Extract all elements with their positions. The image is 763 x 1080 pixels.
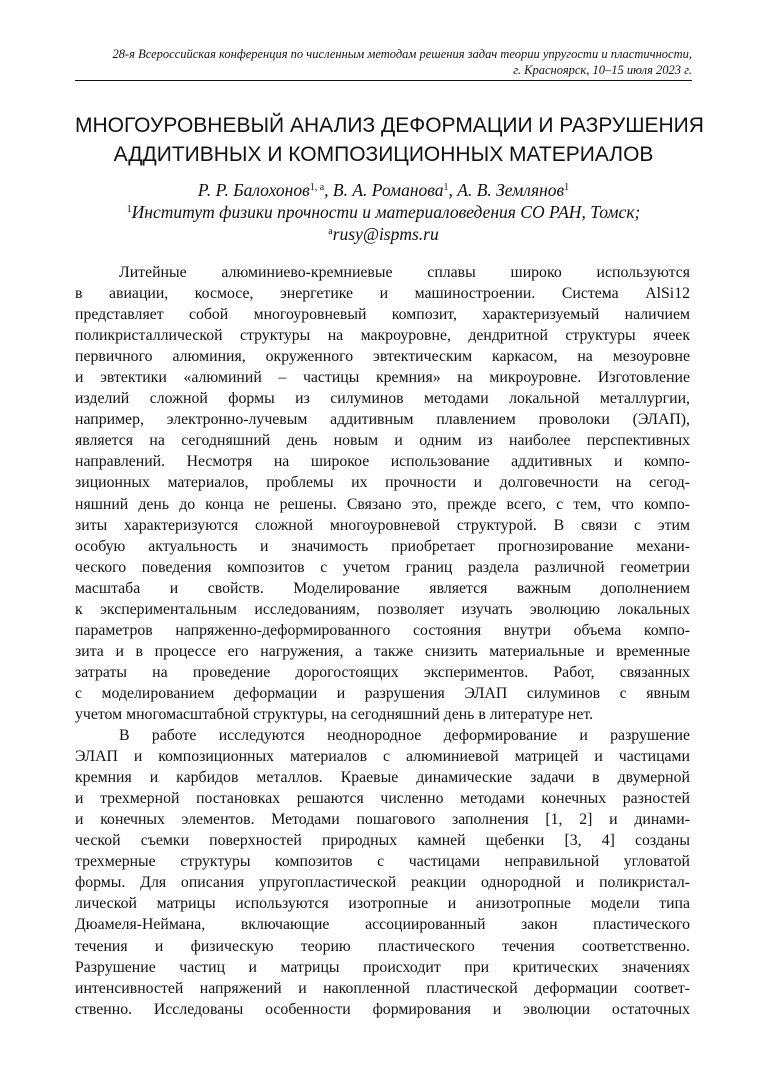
text-line: интенсивностей напряжений и накопленной пластической деформации соответ- bbox=[75, 979, 690, 997]
author-affiliation-mark: 1 bbox=[564, 182, 570, 193]
text-line: зиты характеризуются сложной многоуровневой структурой. В связи с этим bbox=[75, 516, 690, 534]
author-separator: , bbox=[324, 180, 333, 200]
author-list bbox=[75, 179, 692, 201]
author-name: Р. Р. Балохонов bbox=[197, 180, 310, 200]
text-line: ческого поведения композитов с учетом границ раздела различной геометрии bbox=[75, 558, 690, 576]
text-line: и конечных элементов. Методами пошагового заполнения [1, 2] и динами- bbox=[75, 811, 690, 829]
text-line: изделий сложной формы из силуминов методами локальной металлургии, bbox=[75, 390, 690, 408]
author-block bbox=[75, 179, 692, 245]
affiliation-mark: 1 bbox=[126, 204, 132, 215]
running-header-location: г. Красноярск, 10–15 июля 2023 г. bbox=[513, 63, 692, 77]
text-line: зита и в процессе его нагружения, а также снизить материальные и временные bbox=[75, 642, 690, 660]
text-line: особую актуальность и значимость приобретает прогнозирование механи- bbox=[75, 537, 690, 555]
text-line: представляет собой многоуровневый композит, характеризуемый наличием bbox=[75, 306, 690, 324]
text-line: в авиации, космосе, энергетике и машиностроении. Система AlSi12 bbox=[75, 285, 690, 303]
text-line: например, электронно-лучевым аддитивным плавлением проволоки (ЭЛАП), bbox=[75, 411, 690, 429]
text-line: и трехмерной постановках решаются численно методами конечных разностей bbox=[75, 790, 690, 808]
text-line: поликристаллической структуры на макроуровне, дендритной структуры ячеек bbox=[75, 327, 690, 345]
text-line: ЭЛАП и композиционных материалов с алюминиевой матрицей и частицами bbox=[75, 748, 690, 766]
text-line: направлений. Несмотря на широкое использование аддитивных и компо- bbox=[75, 453, 690, 471]
text-line: формы. Для описания упругопластической реакции однородной и поликристал- bbox=[75, 874, 690, 892]
paper-title-line: МНОГОУРОВНЕВЫЙ АНАЛИЗ ДЕФОРМАЦИИ И РАЗРУШЕНИЯ bbox=[75, 114, 704, 137]
text-line: няшний день до конца не решены. Связано это, прежде всего, с тем, что компо- bbox=[75, 495, 690, 513]
text-line: трехмерные структуры композитов с частицами неправильной угловатой bbox=[75, 853, 690, 871]
author-affiliation-mark: 1 bbox=[443, 182, 449, 193]
paper-title-line: АДДИТИВНЫХ И КОМПОЗИЦИОННЫХ МАТЕРИАЛОВ bbox=[113, 143, 654, 166]
author-affiliation-mark: 1, a bbox=[309, 182, 325, 193]
header-divider bbox=[75, 80, 692, 81]
text-line: В работе исследуются неоднородное деформирование и разрушение bbox=[119, 727, 690, 745]
text-line: учетом многомасштабной структуры, на сегодняшний день в литературе нет. bbox=[75, 705, 594, 723]
text-line: Литейные алюминиево-кремниевые сплавы широко используются bbox=[119, 264, 690, 281]
text-line: является на сегодняшний день новым и одним из наиболее перспективных bbox=[75, 432, 690, 450]
text-line: затраты на проведение дорогостоящих экспериментов. Работ, связанных bbox=[75, 663, 690, 681]
text-line: к экспериментальным исследованиям, позволяет изучать эволюцию локальных bbox=[75, 600, 690, 618]
text-line: ственно. Исследованы особенности формирования и эволюции остаточных bbox=[75, 1000, 690, 1018]
text-line: первичного алюминия, окруженного эвтектическим каркасом, на мезоуровне bbox=[75, 348, 690, 366]
author-separator: , bbox=[448, 180, 458, 200]
affiliation-text: Институт физики прочности и материаловедения СО РАН, Томск; bbox=[131, 202, 641, 222]
text-line: и эвтектики «алюминий – частицы кремния» на микроуровне. Изготовление bbox=[75, 369, 690, 387]
running-header-conference: 28-я Всероссийская конференция по численным методам решения задач теории упругости и пластичности, bbox=[112, 47, 692, 61]
author-name: В. А. Романова bbox=[332, 180, 444, 200]
text-line: масштаба и свойств. Моделирование является важным дополнением bbox=[75, 579, 690, 597]
email-address: rusy@ispms.ru bbox=[332, 224, 439, 244]
email-mark: a bbox=[328, 226, 333, 237]
abstract-body bbox=[75, 262, 690, 1020]
text-line: Разрушение частиц и матрицы происходит при критических значениях bbox=[75, 958, 690, 976]
text-line: зиционных материалов, проблемы их прочности и долговечности на сегод- bbox=[75, 474, 690, 492]
running-header bbox=[75, 46, 692, 78]
text-line: параметров напряженно-деформированного состояния внутри объема компо- bbox=[75, 621, 690, 639]
text-line: течения и физическую теорию пластического течения соответственно. bbox=[75, 937, 690, 955]
paper-title bbox=[75, 111, 704, 169]
text-line: кремния и карбидов металлов. Краевые динамические задачи в двумерной bbox=[75, 769, 690, 787]
text-line: Дюамеля-Неймана, включающие ассоциированный закон пластического bbox=[75, 916, 690, 934]
text-line: с моделированием деформации и разрушения ЭЛАП силуминов с явным bbox=[75, 684, 690, 702]
affiliation bbox=[75, 201, 692, 223]
author-name: А. В. Землянов bbox=[457, 180, 565, 200]
contact-email bbox=[75, 223, 692, 245]
text-line: ческой съемки поверхностей природных камней щебенки [3, 4] созданы bbox=[75, 832, 690, 850]
text-line: лической матрицы используются изотропные и анизотропные модели типа bbox=[75, 895, 690, 913]
